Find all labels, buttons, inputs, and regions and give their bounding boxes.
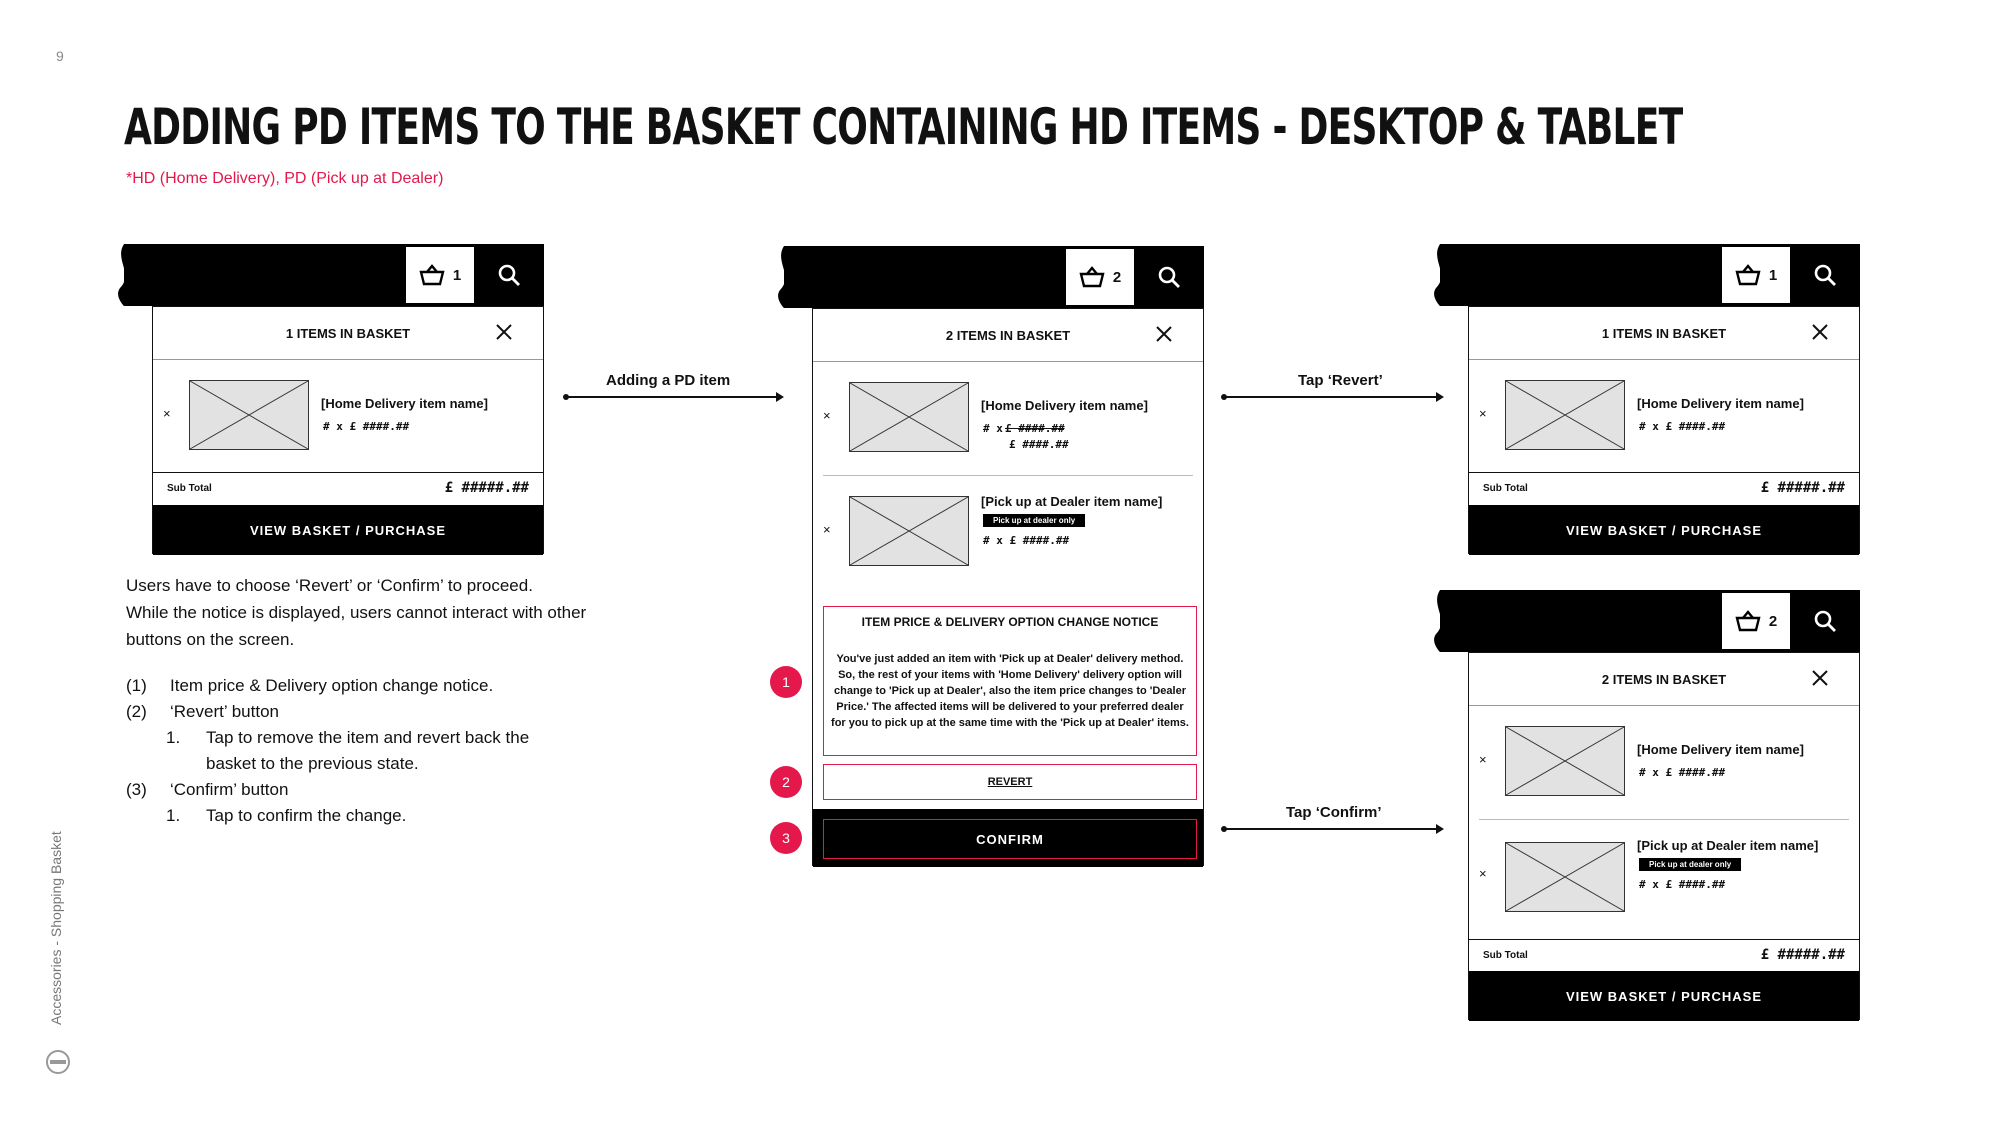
item-qty-price: # x £ ####.## xyxy=(1639,878,1726,891)
close-icon[interactable] xyxy=(493,321,515,343)
header-edge xyxy=(774,246,794,308)
callout-2: 2 xyxy=(770,766,802,798)
search-button[interactable] xyxy=(1138,249,1200,305)
remove-item-icon[interactable]: × xyxy=(823,408,831,423)
side-label: Accessories - Shopping Basket xyxy=(48,831,64,1025)
list-item: Tap to confirm the change. xyxy=(206,806,407,825)
basket-panel-initial xyxy=(124,244,544,554)
search-icon xyxy=(1813,263,1837,287)
arrow-label-revert: Tap ‘Revert’ xyxy=(1298,372,1383,389)
list-marker: 1. xyxy=(166,728,181,747)
close-icon[interactable] xyxy=(1809,667,1831,689)
view-basket-button[interactable]: VIEW BASKET / PURCHASE xyxy=(153,505,543,555)
remove-item-icon[interactable]: × xyxy=(163,406,171,421)
basket-item-hd xyxy=(1469,706,1859,818)
list-item: ‘Revert’ button xyxy=(170,702,279,721)
notice-body: You've just added an item with 'Pick up at Dealer' delivery method. So, the rest of your items with 'Home Delivery' delivery option will change to 'Pick up at Dealer', also the item price changes to 'Dealer Price.' The affected items will be delivered to your preferred dealer for you to pick up at the same time with the 'Pick up at Dealer' items. xyxy=(831,653,1189,729)
page-subtitle: *HD (Home Delivery), PD (Pick up at Dealer) xyxy=(126,170,444,187)
list-item: basket to the previous state. xyxy=(206,754,419,773)
basket-panel-reverted xyxy=(1440,244,1860,554)
basket-count: 1 xyxy=(1768,266,1778,284)
arrow-label-adding: Adding a PD item xyxy=(606,372,731,389)
subtotal-row xyxy=(1469,472,1859,507)
basket-heading: 2 ITEMS IN BASKET xyxy=(1601,671,1727,687)
confirm-button[interactable]: CONFIRM xyxy=(823,819,1197,859)
item-qty: # x xyxy=(983,422,1003,435)
description-line: buttons on the screen. xyxy=(126,630,295,649)
item-name: [Pick up at Dealer item name] xyxy=(1637,838,1819,853)
page-title: ADDING PD ITEMS TO THE BASKET CONTAINING HD ITEMS - DESKTOP & TABLET xyxy=(124,98,1683,156)
item-name: [Home Delivery item name] xyxy=(981,398,1148,413)
description-line: While the notice is displayed, users cannot interact with other xyxy=(126,603,587,622)
arrow-label-confirm: Tap ‘Confirm’ xyxy=(1286,804,1382,821)
subtotal-row xyxy=(1469,939,1859,974)
callout-3: 3 xyxy=(770,822,802,854)
basket-heading: 1 ITEMS IN BASKET xyxy=(285,325,411,341)
basket-count: 2 xyxy=(1112,268,1122,286)
search-button[interactable] xyxy=(1794,593,1856,649)
list-marker: (3) xyxy=(126,780,147,799)
search-icon xyxy=(1813,609,1837,633)
basket-dropdown xyxy=(812,308,1204,866)
description xyxy=(126,572,586,653)
basket-icon xyxy=(419,264,445,286)
item-image-placeholder xyxy=(849,382,969,452)
item-qty-price: # x £ ####.## xyxy=(323,420,410,433)
notice-title: ITEM PRICE & DELIVERY OPTION CHANGE NOTICE xyxy=(861,615,1159,629)
brand-logo xyxy=(46,1050,70,1074)
dealer-only-badge: Pick up at dealer only xyxy=(1639,858,1741,871)
remove-item-icon[interactable]: × xyxy=(1479,406,1487,421)
item-image-placeholder xyxy=(849,496,969,566)
list-item: Item price & Delivery option change notice. xyxy=(170,676,494,695)
basket-item-hd xyxy=(813,362,1203,474)
basket-button[interactable] xyxy=(1066,249,1134,305)
search-icon xyxy=(1157,265,1181,289)
basket-heading-row xyxy=(153,307,543,360)
flow-arrow-adding xyxy=(566,396,782,398)
subtotal-row xyxy=(153,472,543,507)
item-qty-price: # x £ ####.## xyxy=(1639,766,1726,779)
dealer-only-badge: Pick up at dealer only xyxy=(983,514,1085,527)
list-marker: (2) xyxy=(126,702,147,721)
item-qty-price: # x £ ####.## xyxy=(1639,420,1726,433)
list-item: ‘Confirm’ button xyxy=(170,780,289,799)
remove-item-icon[interactable]: × xyxy=(823,522,831,537)
basket-count: 1 xyxy=(452,266,462,284)
header-edge xyxy=(1430,244,1450,306)
item-image-placeholder xyxy=(1505,842,1625,912)
basket-heading-row xyxy=(813,309,1203,362)
item-qty-price: # x £ ####.## xyxy=(983,534,1070,547)
basket-dropdown xyxy=(1468,652,1860,1020)
basket-item-pd xyxy=(1469,820,1859,938)
search-icon xyxy=(497,263,521,287)
close-icon[interactable] xyxy=(1809,321,1831,343)
close-icon[interactable] xyxy=(1153,323,1175,345)
view-basket-button[interactable]: VIEW BASKET / PURCHASE xyxy=(1469,505,1859,555)
item-name: [Home Delivery item name] xyxy=(1637,742,1804,757)
view-basket-button[interactable]: VIEW BASKET / PURCHASE xyxy=(1469,971,1859,1021)
basket-button[interactable] xyxy=(1722,593,1790,649)
price-change-notice xyxy=(823,606,1197,756)
basket-dropdown xyxy=(1468,306,1860,554)
item-name: [Pick up at Dealer item name] xyxy=(981,494,1163,509)
basket-heading-row xyxy=(1469,307,1859,360)
basket-panel-notice xyxy=(784,246,1204,866)
item-old-price: £ ####.## xyxy=(1005,422,1065,435)
callout-1: 1 xyxy=(770,666,802,698)
subtotal-label: Sub Total xyxy=(1483,950,1528,961)
list-marker: (1) xyxy=(126,676,147,695)
basket-button[interactable] xyxy=(1722,247,1790,303)
basket-count: 2 xyxy=(1768,612,1778,630)
basket-heading: 2 ITEMS IN BASKET xyxy=(945,327,1071,343)
basket-heading-row xyxy=(1469,653,1859,706)
basket-icon xyxy=(1079,266,1105,288)
subtotal-label: Sub Total xyxy=(1483,483,1528,494)
remove-item-icon[interactable]: × xyxy=(1479,752,1487,767)
header-edge xyxy=(1430,590,1450,652)
subtotal-value: £ #####.## xyxy=(1760,947,1845,963)
revert-button[interactable]: REVERT xyxy=(823,764,1197,800)
basket-heading: 1 ITEMS IN BASKET xyxy=(1601,325,1727,341)
header-edge xyxy=(114,244,134,306)
description-line: Users have to choose ‘Revert’ or ‘Confirm’ to proceed. xyxy=(126,576,533,595)
item-name: [Home Delivery item name] xyxy=(1637,396,1804,411)
item-image-placeholder xyxy=(1505,726,1625,796)
subtotal-label: Sub Total xyxy=(167,483,212,494)
confirm-area xyxy=(813,809,1203,867)
flow-arrow-revert xyxy=(1224,396,1442,398)
item-image-placeholder xyxy=(189,380,309,450)
list-item: Tap to remove the item and revert back the xyxy=(206,728,530,747)
search-button[interactable] xyxy=(1794,247,1856,303)
page-number: 9 xyxy=(56,48,64,64)
flow-arrow-confirm xyxy=(1224,828,1442,830)
item-image-placeholder xyxy=(1505,380,1625,450)
subtotal-value: £ #####.## xyxy=(1760,480,1845,496)
subtotal-value: £ #####.## xyxy=(444,480,529,496)
basket-item-hd xyxy=(153,360,543,472)
basket-icon xyxy=(1735,264,1761,286)
basket-button[interactable] xyxy=(406,247,474,303)
item-new-price: £ ####.## xyxy=(1009,438,1069,451)
item-name: [Home Delivery item name] xyxy=(321,396,488,411)
search-button[interactable] xyxy=(478,247,540,303)
basket-icon xyxy=(1735,610,1761,632)
basket-panel-confirmed xyxy=(1440,590,1860,1020)
basket-item-pd xyxy=(813,476,1203,588)
basket-dropdown xyxy=(152,306,544,554)
remove-item-icon[interactable]: × xyxy=(1479,866,1487,881)
basket-item-hd xyxy=(1469,360,1859,472)
list-marker: 1. xyxy=(166,806,181,825)
